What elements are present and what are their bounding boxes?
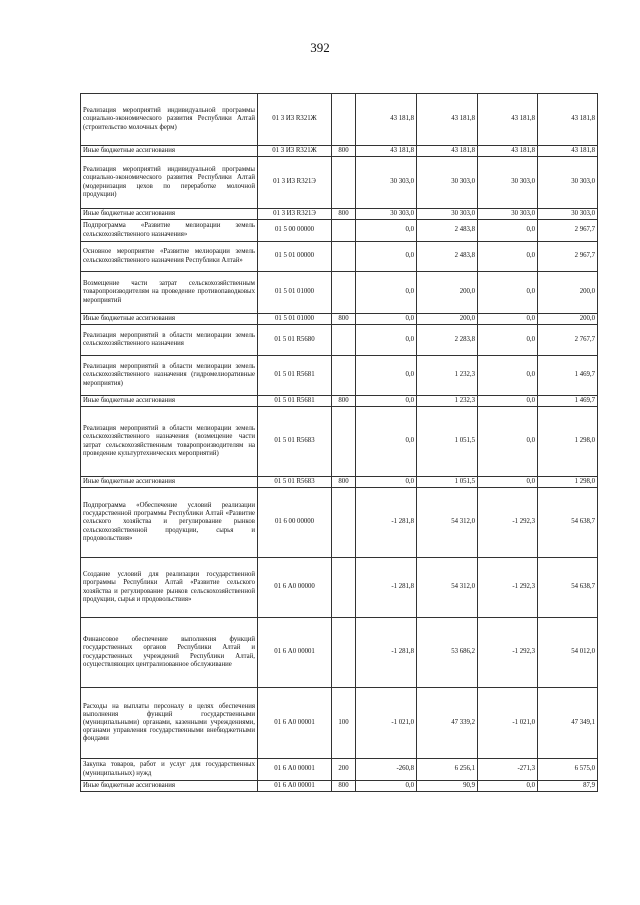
target-article-code: 01 6 А0 00001 (258, 618, 332, 688)
target-article-code: 01 5 01 R5681 (258, 356, 332, 396)
amount-change-1: 30 303,0 (356, 209, 417, 220)
expense-type-code (332, 356, 356, 396)
amount-change-1: 0,0 (356, 325, 417, 356)
table-row (81, 688, 598, 759)
table-row (81, 94, 598, 146)
table-body (81, 94, 598, 792)
target-article-code: 01 5 01 R5683 (258, 477, 332, 488)
amount-1: 200,0 (417, 272, 478, 314)
expense-type-code: 800 (332, 209, 356, 220)
amount-1: 53 686,2 (417, 618, 478, 688)
amount-2: 47 349,1 (538, 688, 598, 759)
amount-1: 43 181,8 (417, 146, 478, 157)
amount-change-2: 0,0 (478, 781, 538, 792)
amount-1: 2 483,8 (417, 220, 478, 242)
expense-type-code (332, 618, 356, 688)
target-article-code: 01 3 И3 R321Ж (258, 146, 332, 157)
row-name: Финансовое обеспечение выполнения функций государственных органов Республики Алтай и государственных учреждений Республики Алтай, осуществляющих централизованное обслуживание (81, 618, 258, 688)
target-article-code: 01 3 И3 R321Ж (258, 94, 332, 146)
target-article-code: 01 3 И3 R321Э (258, 209, 332, 220)
amount-change-2: -1 292,3 (478, 488, 538, 558)
amount-change-1: 30 303,0 (356, 157, 417, 209)
amount-1: 1 232,3 (417, 396, 478, 407)
amount-1: 2 283,8 (417, 325, 478, 356)
table-row (81, 759, 598, 781)
table-row (81, 325, 598, 356)
amount-2: 2 967,7 (538, 242, 598, 272)
row-name: Реализация мероприятий в области мелиорации земель сельскохозяйственного назначения (81, 325, 258, 356)
row-name: Реализация мероприятий в области мелиорации земель сельскохозяйственного назначения (возмещение части затрат сельскохозяйственным товаропроизводителям на проведение культуртехнических мероприятий) (81, 407, 258, 477)
budget-table (80, 93, 598, 792)
table-row (81, 209, 598, 220)
table-row (81, 396, 598, 407)
amount-1: 30 303,0 (417, 209, 478, 220)
amount-change-1: 0,0 (356, 356, 417, 396)
target-article-code: 01 5 01 01000 (258, 272, 332, 314)
row-name: Возмещение части затрат сельскохозяйственным товаропроизводителям на проведение противопаводковых мероприятий (81, 272, 258, 314)
row-name: Расходы на выплаты персоналу в целях обеспечения выполнения функций государственными (муниципальными) органами, казенными учреждениями, органами управления государственными внебюджетными фондами (81, 688, 258, 759)
expense-type-code (332, 242, 356, 272)
amount-change-2: 30 303,0 (478, 157, 538, 209)
amount-change-1: 0,0 (356, 314, 417, 325)
amount-2: 1 298,0 (538, 477, 598, 488)
expense-type-code (332, 272, 356, 314)
target-article-code: 01 6 А0 00001 (258, 781, 332, 792)
amount-1: 1 051,5 (417, 477, 478, 488)
amount-change-1: -1 021,0 (356, 688, 417, 759)
table-row (81, 220, 598, 242)
row-name: Иные бюджетные ассигнования (81, 146, 258, 157)
row-name: Иные бюджетные ассигнования (81, 209, 258, 220)
amount-1: 200,0 (417, 314, 478, 325)
amount-change-1: -1 281,8 (356, 488, 417, 558)
amount-change-2: 43 181,8 (478, 146, 538, 157)
expense-type-code (332, 94, 356, 146)
amount-change-2: 0,0 (478, 325, 538, 356)
target-article-code: 01 5 00 00000 (258, 220, 332, 242)
amount-1: 43 181,8 (417, 94, 478, 146)
amount-change-2: 0,0 (478, 242, 538, 272)
amount-change-1: -260,8 (356, 759, 417, 781)
expense-type-code (332, 407, 356, 477)
amount-change-2: 43 181,8 (478, 94, 538, 146)
table-row (81, 618, 598, 688)
table-row (81, 314, 598, 325)
expense-type-code (332, 558, 356, 618)
amount-change-2: 0,0 (478, 396, 538, 407)
expense-type-code: 800 (332, 781, 356, 792)
amount-2: 87,9 (538, 781, 598, 792)
amount-1: 90,9 (417, 781, 478, 792)
table-row (81, 781, 598, 792)
target-article-code: 01 5 01 R5681 (258, 396, 332, 407)
amount-2: 1 469,7 (538, 396, 598, 407)
amount-1: 1 051,5 (417, 407, 478, 477)
amount-change-1: -1 281,8 (356, 558, 417, 618)
amount-change-1: 0,0 (356, 477, 417, 488)
row-name: Реализация мероприятий индивидуальной программы социально-экономического развития Республики Алтай (модернизация цехов по переработке молочной продукции) (81, 157, 258, 209)
amount-change-2: 0,0 (478, 272, 538, 314)
target-article-code: 01 3 И3 R321Э (258, 157, 332, 209)
amount-change-2: 0,0 (478, 407, 538, 477)
amount-change-1: 0,0 (356, 242, 417, 272)
amount-change-2: -1 021,0 (478, 688, 538, 759)
amount-2: 54 638,7 (538, 488, 598, 558)
amount-change-2: 0,0 (478, 220, 538, 242)
amount-1: 30 303,0 (417, 157, 478, 209)
table-row (81, 356, 598, 396)
amount-change-2: 0,0 (478, 314, 538, 325)
row-name: Иные бюджетные ассигнования (81, 396, 258, 407)
amount-change-2: 0,0 (478, 477, 538, 488)
amount-1: 6 256,1 (417, 759, 478, 781)
row-name: Реализация мероприятий в области мелиорации земель сельскохозяйственного назначения (гидромелиоративные мероприятия) (81, 356, 258, 396)
amount-change-1: 43 181,8 (356, 94, 417, 146)
table-row (81, 488, 598, 558)
expense-type-code: 800 (332, 396, 356, 407)
amount-2: 30 303,0 (538, 157, 598, 209)
target-article-code: 01 6 00 00000 (258, 488, 332, 558)
amount-change-1: 43 181,8 (356, 146, 417, 157)
row-name: Основное мероприятие «Развитие мелиорации земель сельскохозяйственного назначения Республики Алтай» (81, 242, 258, 272)
amount-change-1: 0,0 (356, 272, 417, 314)
amount-change-1: 0,0 (356, 407, 417, 477)
target-article-code: 01 6 А0 00001 (258, 688, 332, 759)
amount-2: 1 298,0 (538, 407, 598, 477)
amount-1: 47 339,2 (417, 688, 478, 759)
amount-change-1: -1 281,8 (356, 618, 417, 688)
expense-type-code: 100 (332, 688, 356, 759)
expense-type-code: 800 (332, 477, 356, 488)
table-row (81, 242, 598, 272)
amount-change-2: 0,0 (478, 356, 538, 396)
row-name: Подпрограмма «Обеспечение условий реализации государственной программы Республики Алтай «Развитие сельского хозяйства и регулирование рынков сельскохозяйственной продукции, сырья и продовольствия» (81, 488, 258, 558)
expense-type-code: 800 (332, 314, 356, 325)
amount-2: 6 575,0 (538, 759, 598, 781)
amount-change-2: -1 292,3 (478, 558, 538, 618)
table-row (81, 157, 598, 209)
target-article-code: 01 5 01 01000 (258, 314, 332, 325)
row-name: Реализация мероприятий индивидуальной программы социально-экономического развития Республики Алтай (строительство молочных ферм) (81, 94, 258, 146)
table-row (81, 558, 598, 618)
row-name: Создание условий для реализации государственной программы Республики Алтай «Развитие сельского хозяйства и регулирование рынков сельскохозяйственной продукции, сырья и продовольствия» (81, 558, 258, 618)
amount-1: 1 232,3 (417, 356, 478, 396)
expense-type-code (332, 488, 356, 558)
amount-2: 2 767,7 (538, 325, 598, 356)
target-article-code: 01 5 01 00000 (258, 242, 332, 272)
amount-change-1: 0,0 (356, 396, 417, 407)
amount-change-1: 0,0 (356, 781, 417, 792)
amount-change-2: -1 292,3 (478, 618, 538, 688)
expense-type-code (332, 325, 356, 356)
table-row (81, 407, 598, 477)
amount-2: 43 181,8 (538, 94, 598, 146)
expense-type-code (332, 220, 356, 242)
amount-2: 54 012,0 (538, 618, 598, 688)
row-name: Подпрограмма «Развитие мелиорации земель сельскохозяйственного назначения» (81, 220, 258, 242)
expense-type-code: 200 (332, 759, 356, 781)
amount-2: 54 638,7 (538, 558, 598, 618)
row-name: Иные бюджетные ассигнования (81, 781, 258, 792)
amount-1: 54 312,0 (417, 488, 478, 558)
target-article-code: 01 5 01 R5683 (258, 407, 332, 477)
row-name: Закупка товаров, работ и услуг для государственных (муниципальных) нужд (81, 759, 258, 781)
amount-change-2: 30 303,0 (478, 209, 538, 220)
row-name: Иные бюджетные ассигнования (81, 314, 258, 325)
amount-2: 1 469,7 (538, 356, 598, 396)
target-article-code: 01 5 01 R5680 (258, 325, 332, 356)
target-article-code: 01 6 А0 00000 (258, 558, 332, 618)
expense-type-code (332, 157, 356, 209)
expense-type-code: 800 (332, 146, 356, 157)
amount-2: 43 181,8 (538, 146, 598, 157)
table-row (81, 477, 598, 488)
page-number: 392 (310, 40, 330, 55)
table-row (81, 146, 598, 157)
amount-2: 2 967,7 (538, 220, 598, 242)
amount-change-2: -271,3 (478, 759, 538, 781)
amount-1: 2 483,8 (417, 242, 478, 272)
amount-change-1: 0,0 (356, 220, 417, 242)
amount-2: 200,0 (538, 272, 598, 314)
row-name: Иные бюджетные ассигнования (81, 477, 258, 488)
amount-2: 200,0 (538, 314, 598, 325)
amount-2: 30 303,0 (538, 209, 598, 220)
target-article-code: 01 6 А0 00001 (258, 759, 332, 781)
amount-1: 54 312,0 (417, 558, 478, 618)
table-row (81, 272, 598, 314)
